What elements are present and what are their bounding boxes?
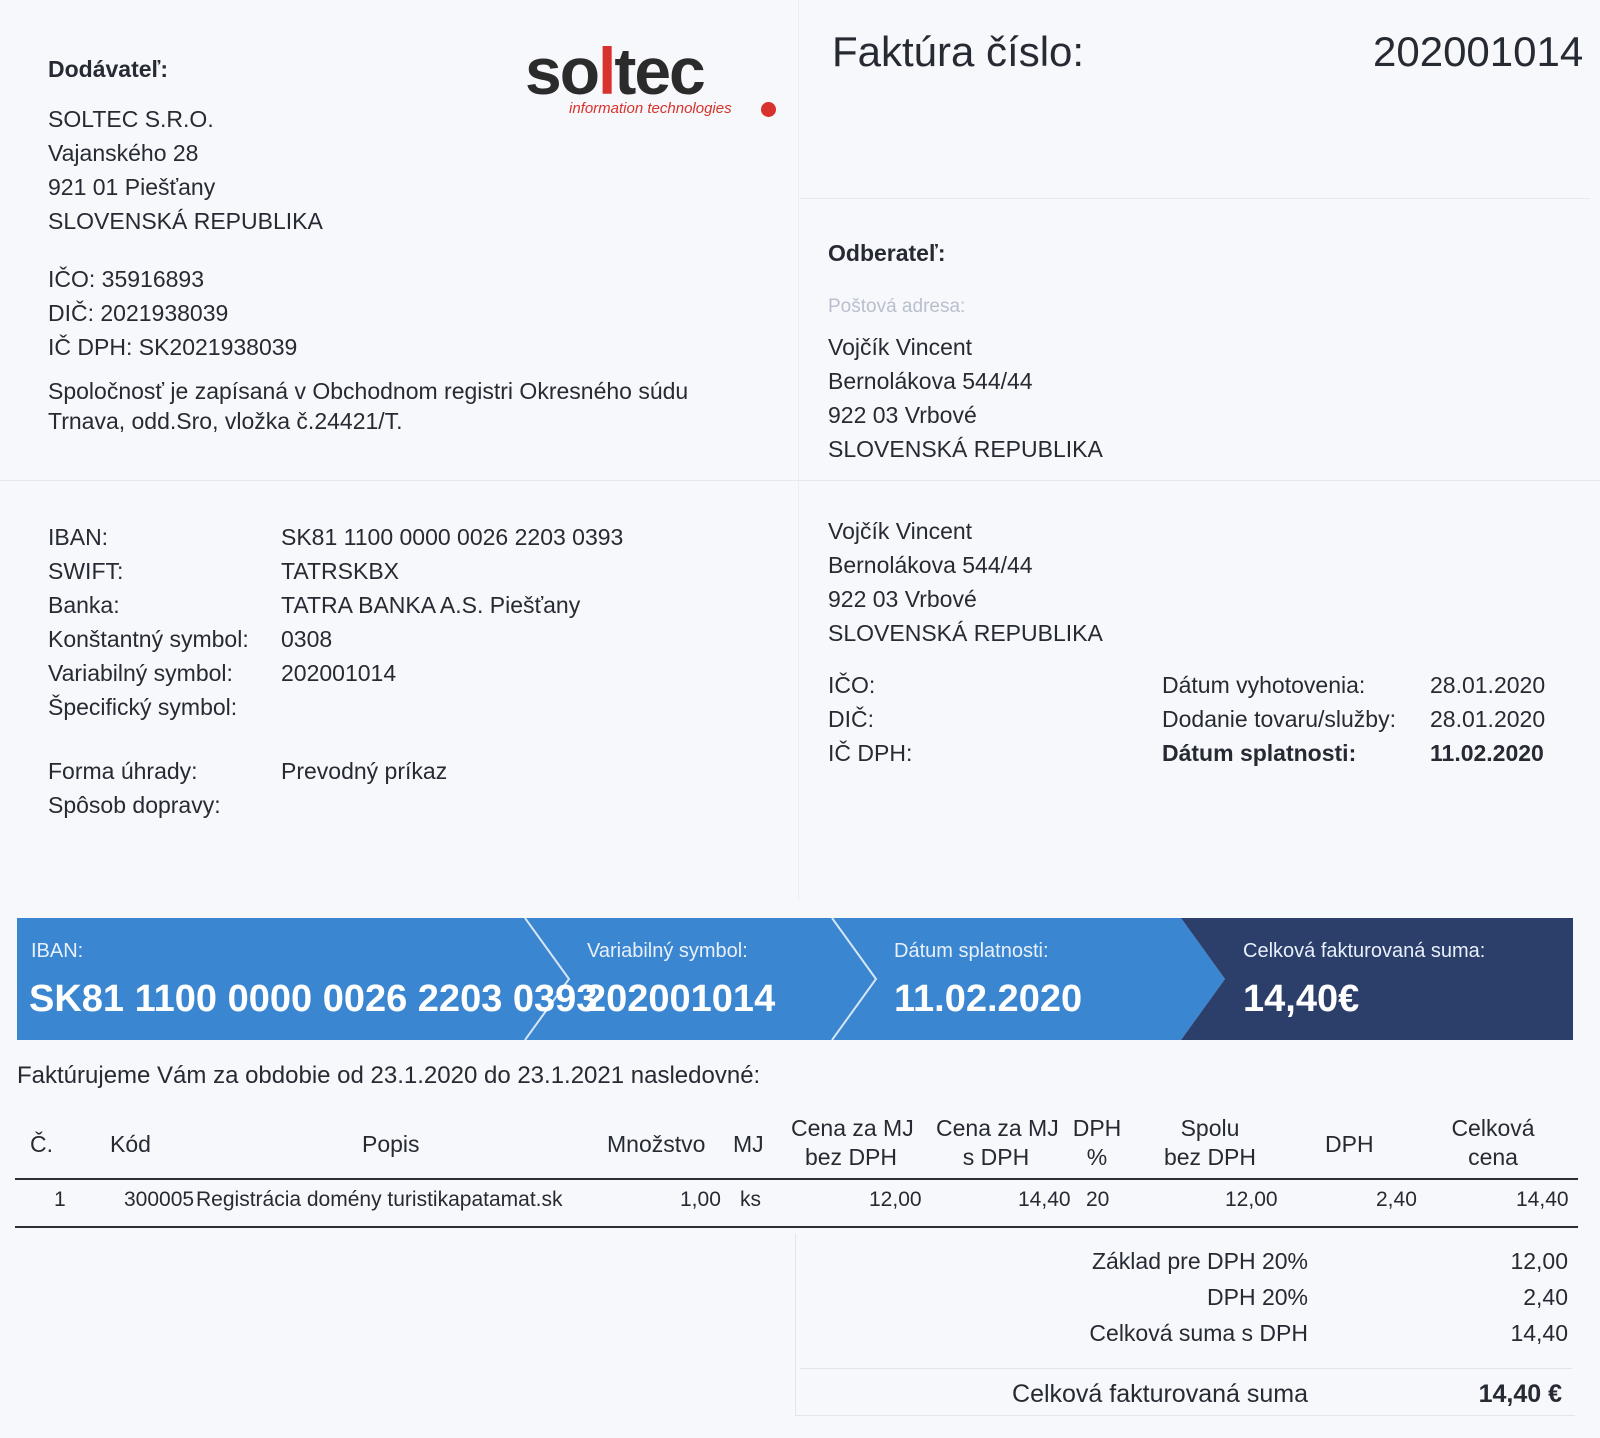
- total-with-vat-label: Celková suma s DPH: [1089, 1320, 1308, 1346]
- banner-due-label: Dátum splatnosti:: [894, 940, 1049, 962]
- supplier-country: SLOVENSKÁ REPUBLIKA: [48, 208, 323, 234]
- supplier-dic: DIČ: 2021938039: [48, 300, 229, 326]
- billing-period-text: Faktúrujeme Vám za obdobie od 23.1.2020 do 23.1.2021 nasledovné:: [17, 1062, 761, 1089]
- col-header-price-excl: Cena za MJ bez DPH: [791, 1115, 914, 1170]
- vat-label: DPH 20%: [1207, 1284, 1308, 1310]
- grand-total-value: 14,40 €: [1478, 1380, 1562, 1408]
- payment-method-value: Prevodný príkaz: [281, 758, 448, 784]
- delivery-value: 28.01.2020: [1430, 706, 1546, 732]
- customer-ico-label: IČO:: [828, 672, 876, 698]
- total-with-vat-value: 14,40: [1510, 1320, 1568, 1346]
- col-header-code: Kód: [110, 1131, 151, 1157]
- due-label: Dátum splatnosti:: [1162, 740, 1357, 766]
- swift-label: SWIFT:: [48, 558, 124, 584]
- shipping-method-label: Spôsob dopravy:: [48, 792, 221, 818]
- cell-desc: Registrácia domény turistikapatamat.sk: [196, 1188, 563, 1211]
- soltec-logo: soltec information technologies: [525, 38, 785, 128]
- supplier-registry-1: Spoločnosť je zapísaná v Obchodnom registri Okresného súdu: [48, 378, 689, 404]
- banner-segment-total: [1181, 918, 1573, 1040]
- issued-label: Dátum vyhotovenia:: [1162, 672, 1366, 698]
- cell-code: 300005: [124, 1188, 195, 1211]
- variable-symbol-value: 202001014: [281, 660, 397, 686]
- swift-value: TATRSKBX: [281, 558, 399, 584]
- banner-iban-label: IBAN:: [31, 940, 84, 962]
- summary-divider: [800, 1368, 1572, 1369]
- issued-value: 28.01.2020: [1430, 672, 1546, 698]
- supplier-street: Vajanského 28: [48, 140, 199, 166]
- customer-dic-label: DIČ:: [828, 706, 874, 732]
- bank-label: Banka:: [48, 592, 120, 618]
- billing-country: SLOVENSKÁ REPUBLIKA: [828, 620, 1103, 646]
- banner-variable-label: Variabilný symbol:: [587, 940, 748, 962]
- postal-address-label: Poštová adresa:: [828, 296, 966, 317]
- supplier-registry-2: Trnava, odd.Sro, vložka č.24421/T.: [48, 408, 403, 434]
- col-header-qty: Množstvo: [607, 1131, 706, 1157]
- specific-symbol-label: Špecifický symbol:: [48, 694, 238, 720]
- supplier-ico: IČO: 35916893: [48, 266, 205, 292]
- grand-total-label: Celková fakturovaná suma: [1012, 1380, 1308, 1408]
- col-header-total: Celková cena: [1451, 1115, 1535, 1170]
- cell-total-excl: 12,00: [1225, 1188, 1278, 1211]
- supplier-name: SOLTEC S.R.O.: [48, 106, 214, 132]
- iban-label: IBAN:: [48, 524, 109, 550]
- banner-total-label: Celková fakturovaná suma:: [1243, 940, 1486, 962]
- payment-method-label: Forma úhrady:: [48, 758, 198, 784]
- col-header-total-excl: Spolu bez DPH: [1163, 1115, 1257, 1170]
- logo-dot-icon: [761, 102, 776, 117]
- cell-unit: ks: [740, 1188, 761, 1211]
- variable-symbol-label: Variabilný symbol:: [48, 660, 233, 686]
- cell-price-incl: 14,40: [1018, 1188, 1071, 1211]
- cell-total: 14,40: [1516, 1188, 1569, 1211]
- col-header-vat-pct: DPH %: [1072, 1115, 1122, 1170]
- billing-name: Vojčík Vincent: [828, 518, 973, 544]
- cell-no: 1: [54, 1188, 66, 1211]
- col-header-vat: DPH: [1325, 1131, 1374, 1157]
- col-header-unit: MJ: [733, 1131, 764, 1157]
- invoice-title: Faktúra číslo:: [832, 28, 1085, 75]
- supplier-icdph: IČ DPH: SK2021938039: [48, 334, 298, 360]
- customer-heading: Odberateľ:: [828, 240, 946, 266]
- cell-price-excl: 12,00: [869, 1188, 922, 1211]
- banner-variable-value: 202001014: [585, 978, 776, 1020]
- col-header-desc: Popis: [362, 1131, 420, 1157]
- section-divider: [0, 480, 1600, 481]
- iban-value: SK81 1100 0000 0026 2203 0393: [281, 524, 624, 550]
- payment-banner: [17, 918, 1573, 1040]
- supplier-heading: Dodávateľ:: [48, 56, 169, 82]
- invoice-number: 202001014: [1373, 28, 1584, 75]
- table-header-rule: [15, 1178, 1578, 1180]
- col-header-no: Č.: [30, 1131, 53, 1157]
- billing-city: 922 03 Vrbové: [828, 586, 977, 612]
- delivery-label: Dodanie tovaru/služby:: [1162, 706, 1396, 732]
- supplier-city: 921 01 Piešťany: [48, 174, 216, 200]
- postal-country: SLOVENSKÁ REPUBLIKA: [828, 436, 1103, 462]
- vat-base-value: 12,00: [1510, 1248, 1568, 1274]
- column-divider: [798, 0, 799, 900]
- due-value: 11.02.2020: [1430, 740, 1544, 766]
- cell-vat: 2,40: [1376, 1188, 1417, 1211]
- banner-iban-value: SK81 1100 0000 0026 2203 0393: [29, 978, 598, 1020]
- cell-qty: 1,00: [680, 1188, 721, 1211]
- banner-total-value: 14,40€: [1243, 978, 1360, 1020]
- postal-street: Bernolákova 544/44: [828, 368, 1033, 394]
- constant-symbol-value: 0308: [281, 626, 333, 652]
- table-bottom-rule: [15, 1226, 1578, 1228]
- postal-city: 922 03 Vrbové: [828, 402, 977, 428]
- postal-name: Vojčík Vincent: [828, 334, 973, 360]
- vat-base-label: Základ pre DPH 20%: [1091, 1248, 1308, 1274]
- col-header-price-incl: Cena za MJ s DPH: [936, 1115, 1059, 1170]
- bank-value: TATRA BANKA A.S. Piešťany: [281, 592, 581, 618]
- constant-symbol-label: Konštantný symbol:: [48, 626, 249, 652]
- vat-value: 2,40: [1523, 1284, 1568, 1310]
- billing-street: Bernolákova 544/44: [828, 552, 1033, 578]
- cell-vat-pct: 20: [1086, 1188, 1110, 1211]
- banner-due-value: 11.02.2020: [894, 978, 1083, 1020]
- customer-icdph-label: IČ DPH:: [828, 740, 913, 766]
- header-divider: [800, 198, 1590, 199]
